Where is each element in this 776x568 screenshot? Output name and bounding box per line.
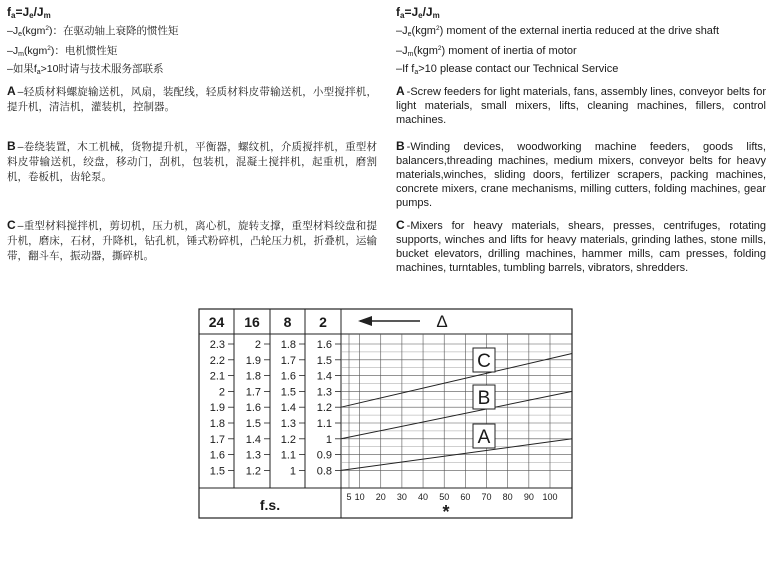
x-tick-label: 10 bbox=[354, 492, 365, 502]
table-value: 1 bbox=[289, 465, 296, 478]
x-tick-label: 80 bbox=[502, 492, 513, 502]
note-je: $-J_e(kgm^2)$ moment of the external inertia reduced at the drive shaft bbox=[396, 25, 720, 38]
paragraph-a: A –轻质材料螺旋输送机，风扇，装配线，轻质材料皮带输送机，小型搅拌机，提升机，清洁机，灌装机，控制器。 bbox=[7, 84, 377, 113]
paragraph-a: A -Screw feeders for light materials, fans, assembly lines, conveyor belts for light materials, small mixers, lifts, cleaning machines, fillers, control machines. bbox=[396, 84, 766, 126]
table-value: 1.1 bbox=[316, 418, 332, 430]
header-label-2: 2 bbox=[319, 314, 327, 330]
table-value: 0.9 bbox=[316, 449, 332, 462]
table-value: 1.8 bbox=[280, 339, 296, 351]
table-value: 1.1 bbox=[280, 449, 296, 462]
table-value: 1.5 bbox=[280, 386, 296, 399]
table-value: 1.7 bbox=[209, 433, 225, 446]
header-label-8: 8 bbox=[283, 314, 292, 330]
table-value: 1.8 bbox=[245, 370, 261, 383]
x-tick-label: 100 bbox=[542, 492, 558, 502]
table-value: 1 bbox=[325, 433, 332, 446]
y-axis-label: f.s. bbox=[259, 497, 281, 513]
table-value: 1.8 bbox=[209, 418, 225, 430]
formula-heading: $f_a=J_e/J_m$ bbox=[396, 5, 440, 20]
left-column bbox=[7, 6, 379, 80]
table-value: 1.9 bbox=[209, 402, 225, 415]
table-value: 1.2 bbox=[316, 402, 332, 415]
table-value: 1.4 bbox=[316, 370, 332, 383]
header-label-16: 16 bbox=[244, 314, 260, 330]
paragraph-b: B -Winding devices, woodworking machine feeders, goods lifts, balancers,threading machines, medium mixers, conveyor belts for heavy materials,winches, sliding doors, fertilizer scrapers, packing machines, concrete mixers, crane mechanisms, milling cutters, folding machines, gear pumps. bbox=[396, 139, 766, 209]
header-label-24: 24 bbox=[208, 314, 225, 330]
table-value: 1.6 bbox=[245, 402, 261, 415]
table-value: 1.6 bbox=[316, 339, 332, 351]
x-tick-label: 90 bbox=[523, 492, 534, 502]
paragraph-c: C -Mixers for heavy materials, shears, presses, centrifuges, rotating supports, winches and lifts for heavy materials, grinding lathes, stone mills, bucket elevators, drilling machines, hammer mills, cam presses, folding machines, turntables, tumbling barrels, vibrators, shredders. bbox=[396, 218, 766, 274]
paragraph-b: B –卷绕装置，木工机械，货物提升机，平衡器，螺纹机，介质搅拌机，重型材料皮带输送机，绞盘，移动门，刮机，包装机，混凝土搅拌机，起重机，磨割机，卷板机，齿轮泵。 bbox=[7, 139, 377, 183]
table-value: 2.1 bbox=[209, 370, 225, 383]
x-tick-label: 50 bbox=[439, 492, 450, 502]
series-label-B: B bbox=[477, 388, 491, 409]
table-value: 1.4 bbox=[280, 402, 296, 415]
x-tick-label: 30 bbox=[396, 492, 407, 502]
service-factor-chart bbox=[198, 308, 574, 520]
x-tick-label: 70 bbox=[481, 492, 492, 502]
table-value: 1.6 bbox=[280, 370, 296, 383]
x-tick-label: 20 bbox=[375, 492, 386, 502]
table-value: 0.8 bbox=[316, 465, 332, 478]
x-axis-label: * bbox=[442, 502, 450, 520]
table-value: 2 bbox=[218, 386, 225, 399]
table-value: 1.5 bbox=[316, 354, 332, 367]
table-value: 1.5 bbox=[209, 465, 225, 478]
table-value: 1.3 bbox=[245, 449, 261, 462]
table-value: 1.9 bbox=[245, 354, 261, 367]
table-value: 1.3 bbox=[316, 386, 332, 399]
table-value: 1.3 bbox=[280, 418, 296, 430]
table-value: 1.2 bbox=[245, 465, 261, 478]
x-tick-label: 5 bbox=[346, 492, 352, 502]
note-je: $-J_e(kgm^2)$：在驱动轴上衰降的惯性矩 bbox=[7, 25, 179, 38]
table-value: 1.7 bbox=[280, 354, 296, 367]
note-jm: $-J_m(kgm^2)$：电机惯性矩 bbox=[7, 45, 118, 58]
table-value: 2.2 bbox=[209, 354, 225, 367]
table-value: 1.2 bbox=[280, 433, 296, 446]
note-contact: –If $f_a>10$ please contact our Technical Service bbox=[396, 63, 619, 76]
table-value: 1.6 bbox=[209, 449, 225, 462]
x-tick-label: 60 bbox=[460, 492, 471, 502]
table-value: 1.7 bbox=[245, 386, 261, 399]
right-column bbox=[396, 6, 768, 80]
formula-heading: $f_a=J_e/J_m$ bbox=[7, 5, 51, 20]
table-value: 2.3 bbox=[209, 339, 225, 351]
table-value: 2 bbox=[254, 339, 261, 351]
delta-symbol: Δ bbox=[436, 312, 448, 331]
table-value: 1.5 bbox=[245, 418, 261, 430]
series-label-C: C bbox=[477, 351, 491, 372]
x-tick-label: 40 bbox=[418, 492, 429, 502]
table-value: 1.4 bbox=[245, 433, 261, 446]
header-arrow-head-icon bbox=[358, 316, 372, 326]
note-contact: –如果$f_a>10$时请与技术服务部联系 bbox=[7, 63, 164, 76]
note-jm: $-J_m(kgm^2)$ moment of inertia of motor bbox=[396, 45, 577, 58]
paragraph-c: C –重型材料搅拌机，剪切机，压力机，离心机，旋转支撑，重型材料绞盘和提升机，磨床，石材，升降机，钻孔机，锤式粉碎机，凸轮压力机，折叠机，运输带，翻斗车，振动器，撕碎机。 bbox=[7, 218, 377, 262]
series-label-A: A bbox=[477, 427, 491, 448]
